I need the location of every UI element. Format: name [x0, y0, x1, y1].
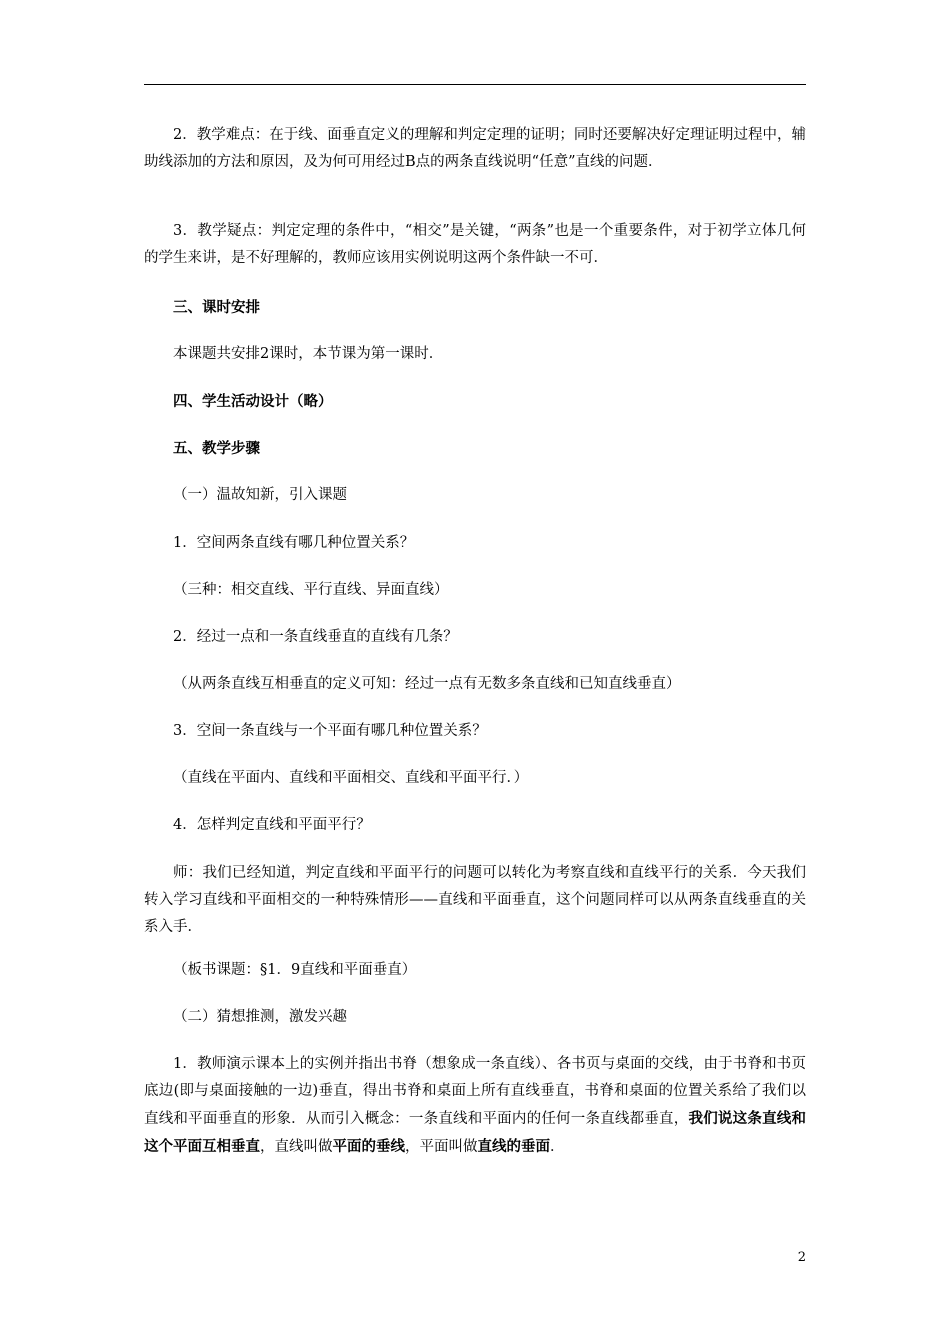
paragraph-teaching-difficulty: 2．教学难点：在于线、面垂直定义的理解和判定定理的证明；同时还要解决好定理证明过程中，辅助线添加的方法和原因，及为何可用经过B点的两条直线说明“任意”直线的问题．	[144, 127, 806, 170]
paragraph-question-1: 1．空间两条直线有哪几种位置关系？	[173, 535, 415, 551]
paragraph-board-title: （板书课题：§1．9直线和平面垂直）	[173, 962, 417, 978]
paragraph-teacher-remark: 师：我们已经知道，判定直线和平面平行的问题可以转化为考察直线和直线平行的关系．今天我们转入学习直线和平面相交的一种特殊情形——直线和平面垂直，这个问题同样可以从两条直线垂直的关系入手．	[144, 865, 806, 935]
term-perpendicular-line: 平面的垂线	[332, 1138, 405, 1155]
paragraph-answer-3: （直线在平面内、直线和平面相交、直线和平面平行．）	[173, 770, 529, 786]
paragraph-step-1: （一）温故知新，引入课题	[173, 487, 347, 503]
demo-text-3: ，平面叫做	[405, 1139, 478, 1155]
paragraph-answer-2: （从两条直线互相垂直的定义可知：经过一点有无数多条直线和已知直线垂直）	[173, 676, 681, 692]
demo-text-4: ．	[550, 1139, 565, 1155]
paragraph-teaching-doubt: 3．教学疑点：判定定理的条件中，“相交”是关键，“两条”也是一个重要条件，对于初学立体几何的学生来讲，是不好理解的，教师应该用实例说明这两个条件缺一不可．	[144, 223, 806, 266]
paragraph-question-3: 3．空间一条直线与一个平面有哪几种位置关系？	[173, 723, 487, 739]
paragraph-question-4: 4．怎样判定直线和平面平行？	[173, 817, 371, 833]
paragraph-answer-1: （三种：相交直线、平行直线、异面直线）	[173, 582, 449, 598]
heading-schedule: 三、课时安排	[173, 299, 260, 316]
definition-perpendicular: 我们说这条直线和这个平面互相垂直	[144, 1110, 807, 1155]
paragraph-demonstration	[144, 1051, 806, 1161]
header-rule	[144, 84, 806, 85]
heading-student-activity: 四、学生活动设计（略）	[173, 393, 333, 410]
paragraph-schedule: 本课题共安排2课时，本节课为第一课时．	[173, 346, 444, 362]
page-number: 2	[797, 1250, 806, 1265]
demo-text-2: ，直线叫做	[260, 1139, 333, 1155]
demo-text-1: 1．教师演示课本上的实例并指出书脊（想象成一条直线）、各书页与桌面的交线，由于书脊和书页底边(即与桌面接触的一边)垂直，得出书脊和桌面上所有直线垂直，书脊和桌面的位置关系给了我们以直线和平面垂直的形象．从而引入概念：一条直线和平面内的任何一条直线都垂直，	[144, 1056, 806, 1127]
heading-teaching-steps: 五、教学步骤	[173, 440, 260, 457]
term-perpendicular-plane: 直线的垂面	[477, 1138, 550, 1155]
paragraph-step-2: （二）猜想推测，激发兴趣	[173, 1009, 347, 1025]
paragraph-question-2: 2．经过一点和一条直线垂直的直线有几条？	[173, 629, 458, 645]
